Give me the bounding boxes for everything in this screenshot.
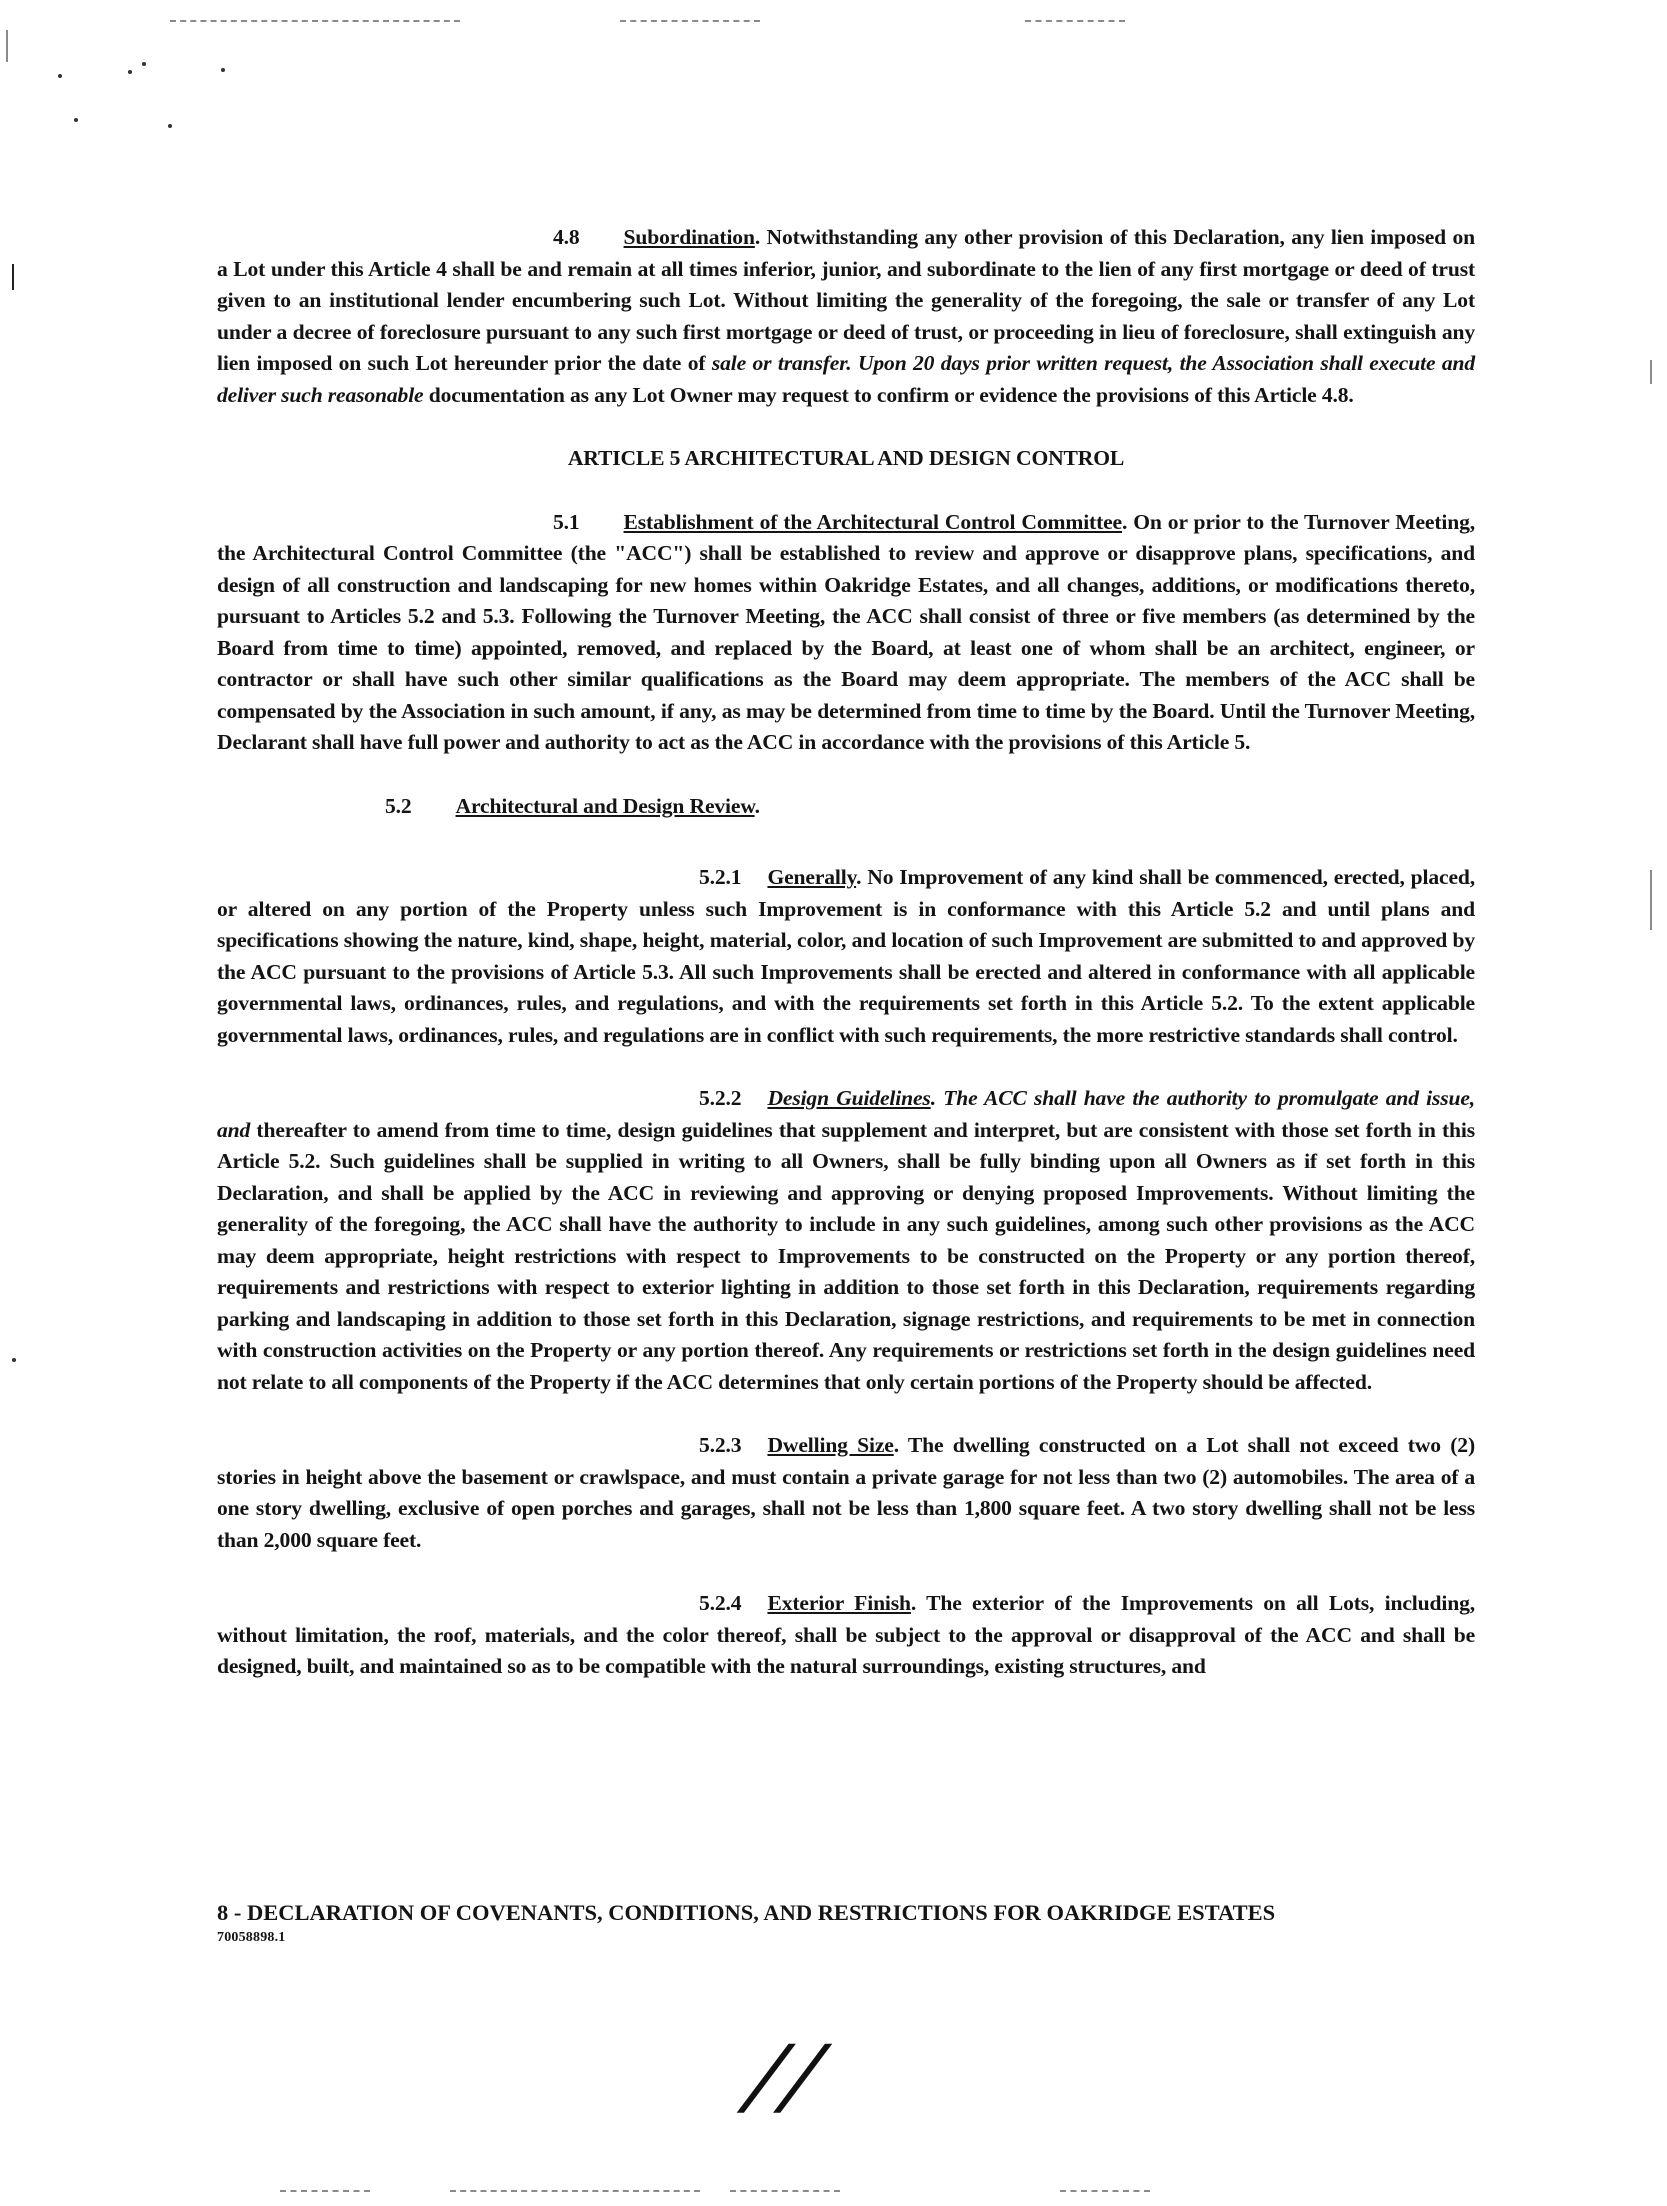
scan-artifact-margin-mark <box>6 30 8 62</box>
section-heading: Design Guidelines <box>767 1086 931 1110</box>
section-text: . The exterior of the Improvements on all Lots, including, without limitation, the roof, materials, and the color thereof, shall be subject to the approval or disapproval of the ACC and shall be designed, built, and maintained so as to be compatible with the natural surroundings, existing structures, and <box>217 1591 1475 1678</box>
scan-artifact-bottom-line <box>450 2190 700 2192</box>
section-number: 4.8 <box>553 225 580 249</box>
scan-artifact-top-line <box>620 20 760 22</box>
section-number: 5.2.3 <box>699 1433 742 1457</box>
section-heading: Generally <box>767 865 857 889</box>
scan-artifact-dot <box>168 124 172 128</box>
section-5-2-3 <box>217 1430 1475 1556</box>
section-text-italic: . The ACC shall have the authority to promulgate and issue, and <box>217 1086 1476 1142</box>
scan-artifact-margin-mark <box>12 264 14 290</box>
section-number: 5.2 <box>385 793 412 818</box>
section-heading-end: . <box>754 793 760 818</box>
scan-artifact-top-line <box>170 20 460 22</box>
scan-artifact-bottom-line <box>730 2190 840 2192</box>
scan-artifact-bottom-line <box>280 2190 370 2192</box>
section-heading: Exterior Finish <box>767 1591 911 1615</box>
page-footer <box>217 1900 1475 1946</box>
scan-artifact-margin-mark <box>1650 360 1652 384</box>
section-text-italic: sale or transfer. Upon 20 days prior written request, the Association shall execute and deliver such reasonable <box>217 351 1475 407</box>
footer-document-number: 70058898.1 <box>217 1930 286 1945</box>
section-heading: Architectural and Design Review <box>455 793 755 818</box>
section-text-end: documentation as any Lot Owner may request to confirm or evidence the provisions of this Article 4.8. <box>423 382 1354 407</box>
section-5-1 <box>217 507 1475 759</box>
section-text: . On or prior to the Turnover Meeting, the Architectural Control Committee (the "ACC") shall be established to review and approve or disapprove plans, specifications, and design of all construction and landscaping for new homes within Oakridge Estates, and all changes, additions, or modifications thereto, pursuant to Articles 5.2 and 5.3. Following the Turnover Meeting, the ACC shall consist of three or five members (as determined by the Board from time to time) appointed, removed, and replaced by the Board, at least one of whom shall be an architect, engineer, or contractor or shall have such other similar qualifications as the Board may deem appropriate. The members of the ACC shall be compensated by the Association in such amount, if any, as may be determined from time to time by the Board. Until the Turnover Meeting, Declarant shall have full power and authority to act as the ACC in accordance with the provisions of this Article 5. <box>217 509 1475 754</box>
scan-artifact-dot <box>12 1358 16 1362</box>
section-heading: Subordination <box>623 225 755 249</box>
section-5-2-2 <box>217 1083 1475 1398</box>
article-5-title: ARTICLE 5 ARCHITECTURAL AND DESIGN CONTROL <box>567 446 1125 470</box>
scan-artifact-bottom-line <box>1060 2190 1150 2192</box>
scan-artifact-top-line <box>1025 20 1125 22</box>
section-5-2 <box>217 791 1475 823</box>
section-4-8 <box>217 222 1475 411</box>
handwritten-mark: // <box>739 2027 837 2125</box>
footer-title: 8 - DECLARATION OF COVENANTS, CONDITIONS, AND RESTRICTIONS FOR OAKRIDGE ESTATES <box>217 1900 1276 1925</box>
section-text: . No Improvement of any kind shall be commenced, erected, placed, or altered on any portion of the Property unless such Improvement is in conformance with this Article 5.2 and until plans and specifications showing the nature, kind, shape, height, material, color, and location of such Improvement are submitted to and approved by the ACC pursuant to the provisions of Article 5.3. All such Improvements shall be erected and altered in conformance with all applicable governmental laws, ordinances, rules, and regulations, and with the requirements set forth in this Article 5.2. To the extent applicable governmental laws, ordinances, rules, and regulations are in conflict with such requirements, the more restrictive standards shall control. <box>217 865 1475 1047</box>
section-text: . Notwithstanding any other provision of this Declaration, any lien imposed on a Lot under this Article 4 shall be and remain at all times inferior, junior, and subordinate to the lien of any first mortgage or deed of trust given to an institutional lender encumbering such Lot. Without limiting the generality of the foregoing, the sale or transfer of any Lot under a decree of foreclosure pursuant to any such first mortgage or deed of trust, or proceeding in lieu of foreclosure, shall extinguish any lien imposed on such Lot hereunder prior the date of <box>217 225 1475 375</box>
section-number: 5.2.1 <box>699 865 742 889</box>
section-5-2-4 <box>217 1588 1475 1683</box>
scan-artifact-margin-mark <box>1650 870 1652 930</box>
section-number: 5.2.4 <box>699 1591 742 1615</box>
scan-artifact-dot <box>58 74 62 78</box>
section-text: thereafter to amend from time to time, design guidelines that supplement and interpret, but are consistent with those set forth in this Article 5.2. Such guidelines shall be supplied in writing to all Owners, shall be fully binding upon all Owners as if set forth in this Declaration, and shall be applied by the ACC in reviewing and approving or denying proposed Improvements. Without limiting the generality of the foregoing, the ACC shall have the authority to include in any such guidelines, among such other provisions as the ACC may deem appropriate, height restrictions with respect to Improvements to be constructed on the Property or any portion thereof, requirements and restrictions with respect to exterior lighting in addition to those set forth in this Declaration, requirements regarding parking and landscaping in addition to those set forth in this Declaration, signage restrictions, and requirements to be met in connection with construction activities on the Property or any portion thereof. Any requirements or restrictions set forth in the design guidelines need not relate to all components of the Property if the ACC determines that only certain portions of the Property should be affected. <box>217 1117 1475 1394</box>
section-5-2-1 <box>217 862 1475 1051</box>
section-number: 5.2.2 <box>699 1086 742 1110</box>
document-body <box>217 222 1475 1715</box>
section-number: 5.1 <box>553 509 580 534</box>
scan-artifact-dot <box>74 118 78 122</box>
section-heading: Establishment of the Architectural Control Committee <box>623 509 1122 534</box>
section-heading: Dwelling Size <box>767 1433 894 1457</box>
section-text: . The dwelling constructed on a Lot shall not exceed two (2) stories in height above the basement or crawlspace, and must contain a private garage for not less than two (2) automobiles. The area of a one story dwelling, exclusive of open porches and garages, shall not be less than 1,800 square feet. A two story dwelling shall not be less than 2,000 square feet. <box>217 1433 1475 1552</box>
scan-artifact-dot <box>142 62 146 66</box>
scan-artifact-dot <box>221 68 225 72</box>
scan-artifact-dot <box>128 70 132 74</box>
